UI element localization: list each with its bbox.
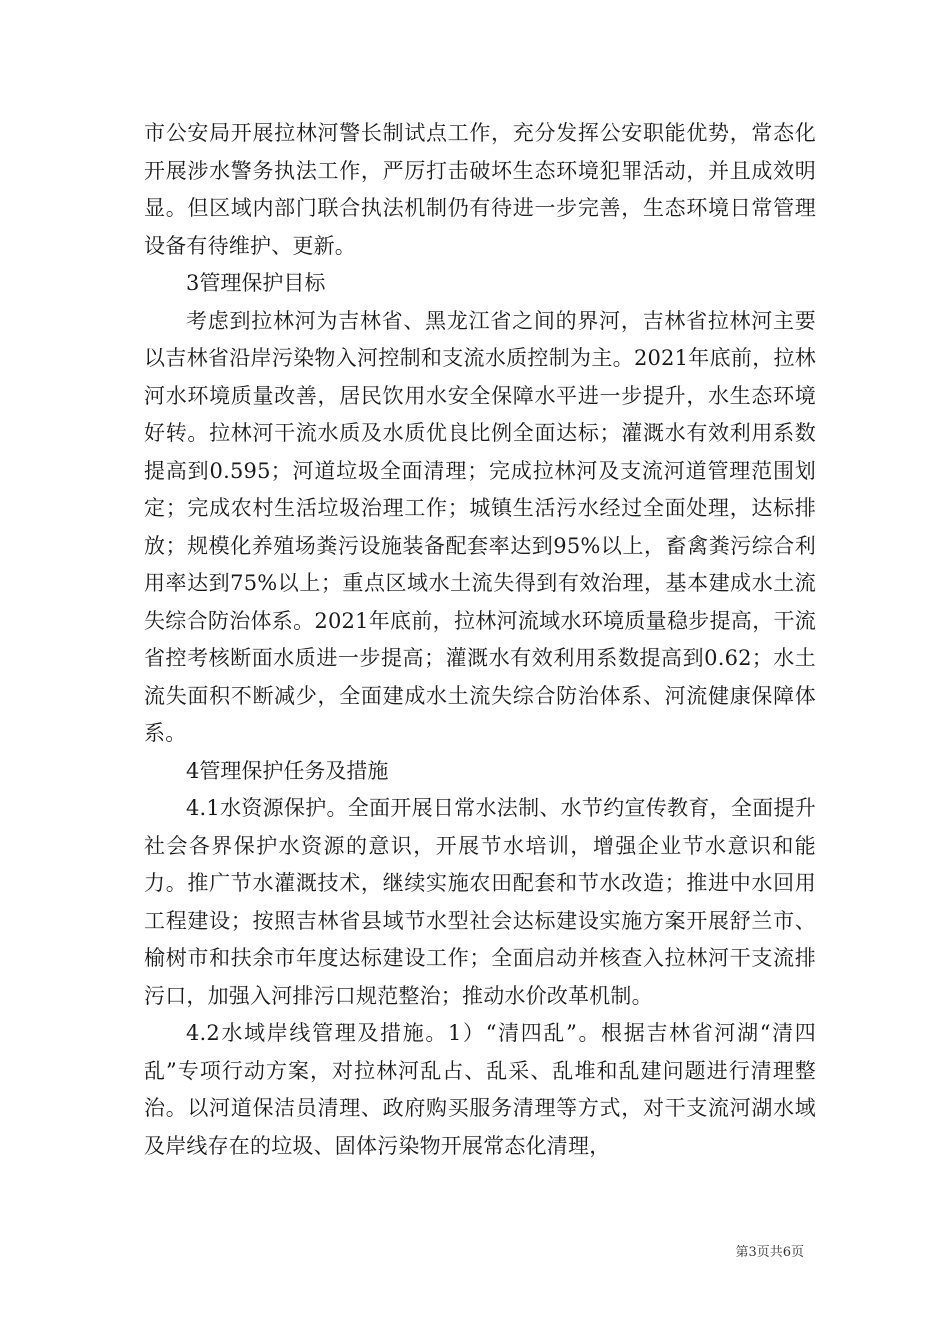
paragraph-shoreline-management: 4.2水域岸线管理及措施。1）“清四乱”。根据吉林省河湖“清四乱”专项行动方案，对拉林河乱占、乱采、乱堆和乱建问题进行清理整治。以河道保洁员清理、政府购买服务清理等方式，对干支流河湖水域及岸线存在的垃圾、固体污染物开展常态化清理，	[144, 1021, 816, 1158]
page-number-footer: 第3页共6页	[735, 1245, 804, 1260]
document-body	[144, 115, 816, 1165]
paragraph-enforcement: 市公安局开展拉林河警长制试点工作，充分发挥公安职能优势，常态化开展涉水警务执法工作，严厉打击破坏生态环境犯罪活动，并且成效明显。但区域内部门联合执法机制仍有待进一步完善，生态环境日常管理设备有待维护、更新。	[144, 121, 816, 258]
paragraph-water-resource-protection: 4.1水资源保护。全面开展日常水法制、水节约宣传教育，全面提升社会各界保护水资源的意识，开展节水培训，增强企业节水意识和能力。推广节水灌溉技术，继续实施农田配套和节水改造；推进中水回用工程建设；按照吉林省县域节水型社会达标建设实施方案开展舒兰市、榆树市和扶余市年度达标建设工作；全面启动并核查入拉林河干支流排污口，加强入河排污口规范整治；推动水价改革机制。	[144, 796, 816, 1008]
section-heading-4: 4管理保护任务及措施	[186, 758, 389, 783]
paragraph-protection-goals: 考虑到拉林河为吉林省、黑龙江省之间的界河，吉林省拉林河主要以吉林省沿岸污染物入河控制和支流水质控制为主。2021年底前，拉林河水环境质量改善，居民饮用水安全保障水平进一步提升，水生态环境好转。拉林河干流水质及水质优良比例全面达标；灌溉水有效利用系数提高到0.595；河道垃圾全面清理；完成拉林河及支流河道管理范围划定；完成农村生活垃圾治理工作；城镇生活污水经过全面处理，达标排放；规模化养殖场粪污设施装备配套率达到95%以上，畜禽粪污综合利用率达到75%以上；重点区域水土流失得到有效治理，基本建成水土流失综合防治体系。2021年底前，拉林河流域水环境质量稳步提高，干流省控考核断面水质进一步提高；灌溉水有效利用系数提高到0.62；水土流失面积不断减少，全面建成水土流失综合防治体系、河流健康保障体系。	[144, 308, 816, 745]
section-heading-3: 3管理保护目标	[186, 271, 326, 295]
